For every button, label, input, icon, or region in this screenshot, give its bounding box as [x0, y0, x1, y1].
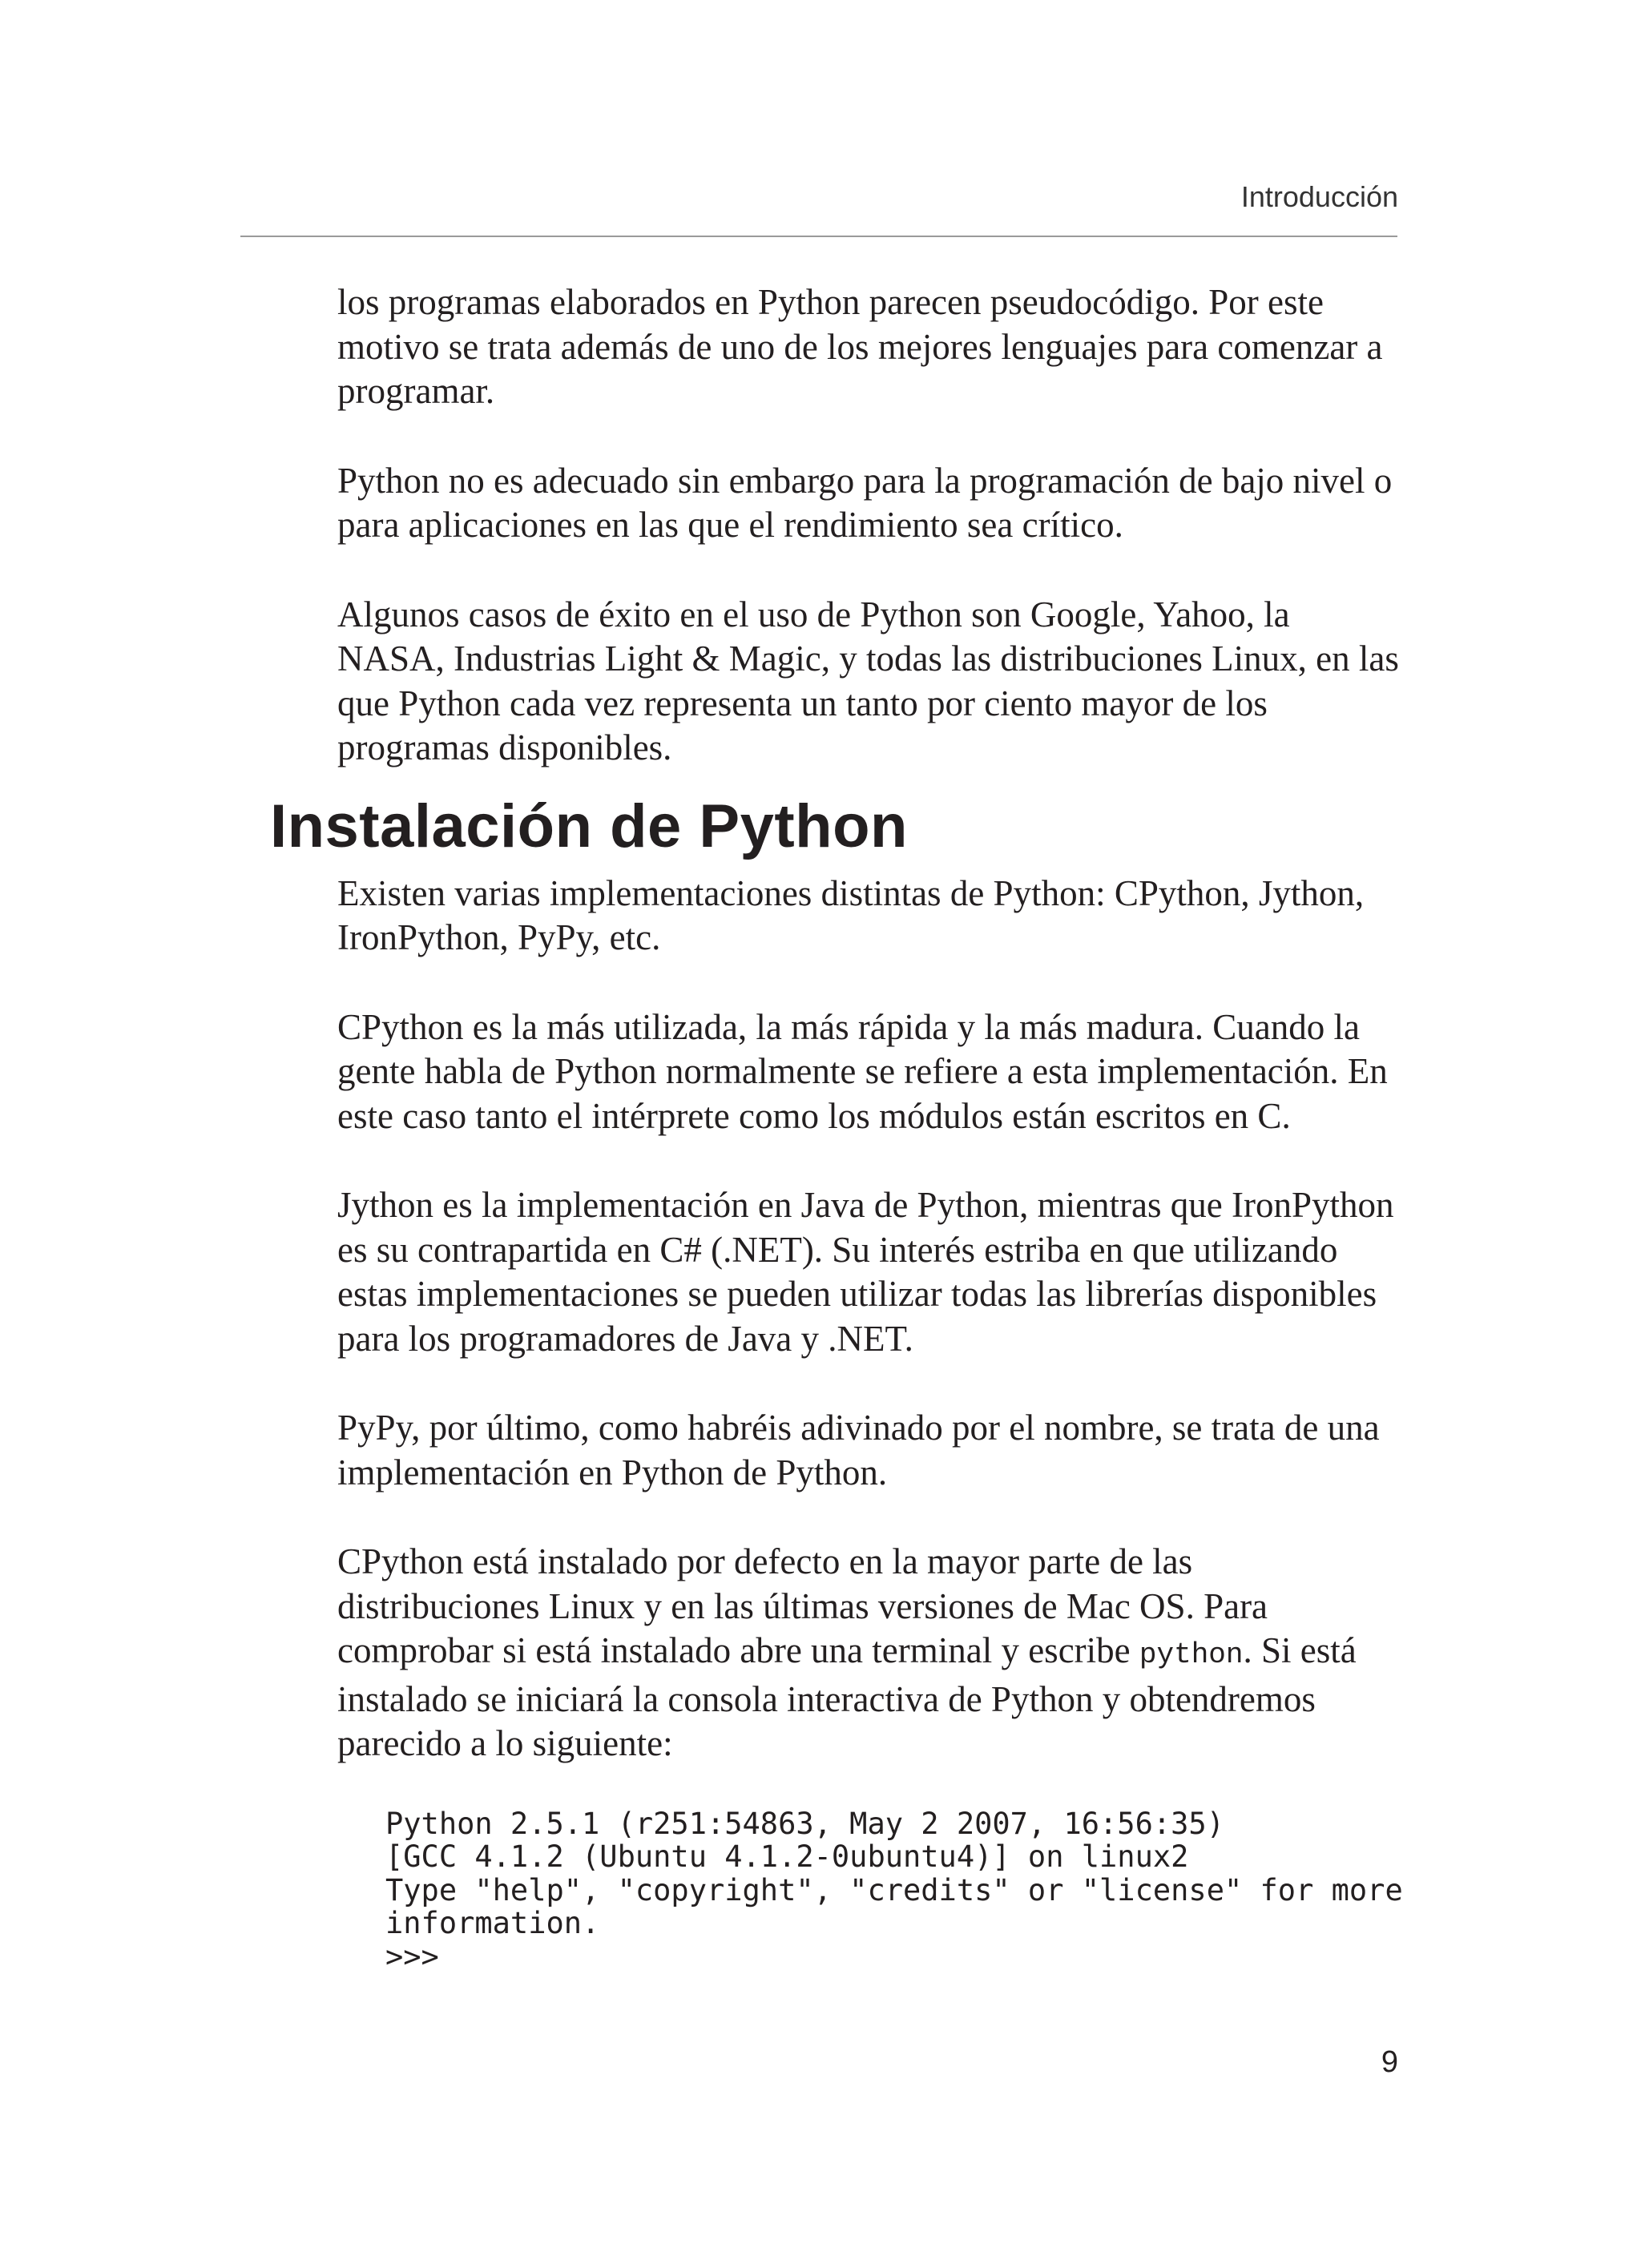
- section-paragraph: Existen varias implementaciones distintas de Python: CPython, Jython, IronPython, PyPy, etc.: [337, 872, 1365, 957]
- inline-code: python: [1139, 1638, 1244, 1671]
- section-paragraph: PyPy, por último, como habréis adivinado por el nombre, se trata de una implementación en Python de Python.: [337, 1408, 1380, 1493]
- section-paragraph: Jython es la implementación en Java de Python, mientras que IronPython es su contrapartida en C# (.NET). Su interés estriba en que utilizando estas implementaciones se pueden utilizar todas las librerías disponibles para los programadores de Java y .NET.: [337, 1185, 1394, 1359]
- header-rule: [240, 236, 1397, 237]
- section-heading: Instalación de Python: [270, 792, 908, 860]
- console-line: Python 2.5.1 (r251:54863, May 2 2007, 16:56:35): [385, 1806, 1224, 1841]
- intro-paragraph: Algunos casos de éxito en el uso de Python son Google, Yahoo, la NASA, Industrias Light & Magic, y todas las distribuciones Linux, en las que Python cada vez representa un tanto por ciento mayor de los programas disponibles.: [337, 594, 1399, 767]
- intro-paragraph: Python no es adecuado sin embargo para la programación de bajo nivel o para aplicaciones en las que el rendimiento sea crítico.: [337, 460, 1393, 545]
- console-line: information.: [385, 1906, 600, 1940]
- console-line: Type "help", "copyright", "credits" or "license" for more: [385, 1872, 1403, 1907]
- console-prompt: >>>: [385, 1939, 439, 1974]
- console-output: [385, 1807, 1403, 1974]
- running-head: Introducción: [1240, 180, 1398, 213]
- page-body: [270, 280, 1403, 1974]
- intro-paragraph: los programas elaborados en Python parecen pseudocódigo. Por este motivo se trata además de uno de los mejores lenguajes para comenzar a programar.: [337, 282, 1383, 411]
- install-paragraph: [337, 1540, 1403, 1766]
- section-paragraph: CPython es la más utilizada, la más rápida y la más madura. Cuando la gente habla de Python normalmente se refiere a esta implementación. En este caso tanto el intérprete como los módulos están escritos en C.: [337, 1006, 1388, 1136]
- page-number: 9: [1381, 2045, 1398, 2079]
- install-text-after: . Si está instalado se iniciará la consola interactiva de Python y obtendremos parecido a lo siguiente:: [337, 1630, 1357, 1763]
- install-text-before: CPython está instalado por defecto en la mayor parte de las distribuciones Linux y en las últimas versiones de Mac OS. Para comprobar si está instalado abre una terminal y escribe: [337, 1541, 1268, 1670]
- console-line: [GCC 4.1.2 (Ubuntu 4.1.2-0ubuntu4)] on linux2: [385, 1839, 1189, 1874]
